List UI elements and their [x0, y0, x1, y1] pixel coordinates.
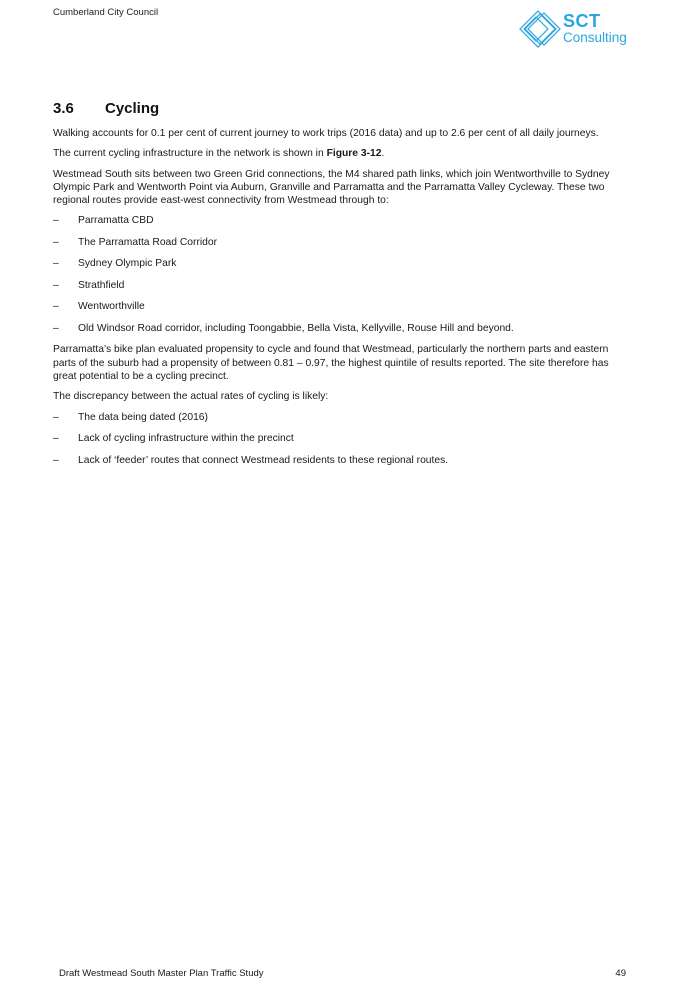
destination-list: [53, 214, 631, 335]
logo-text-consulting: Consulting: [563, 30, 627, 45]
list-item: [53, 236, 631, 249]
walking-paragraph: Walking accounts for 0.1 per cent of current journey to work trips (2016 data) and up to 2.6 per cent of all daily journeys.: [53, 128, 599, 139]
list-item: [53, 432, 631, 445]
main-content: [53, 100, 631, 475]
footer-document-title: Draft Westmead South Master Plan Traffic Study: [59, 968, 264, 979]
section-heading: [53, 100, 631, 117]
list-item: [53, 322, 631, 335]
dash-bullet: –: [53, 258, 59, 270]
sct-consulting-logo: [518, 9, 638, 53]
infrastructure-text: The current cycling infrastructure in the network is shown in: [53, 148, 327, 160]
list-item: [53, 257, 631, 270]
infrastructure-paragraph: [53, 147, 631, 160]
list-item-text: Lack of ‘feeder’ routes that connect Westmead residents to these regional routes.: [78, 454, 449, 466]
list-item-text: Strathfield: [78, 279, 125, 291]
organisation-name: Cumberland City Council: [53, 7, 159, 18]
green-grid-paragraph: Westmead South sits between two Green Grid connections, the M4 shared path links, which join Wentworthville to Sydney Olympic Park and Wentworth Point via Auburn, Granville and Parramatta and the Parramatta Valley Cycleway. These two regional routes provide east-west connectivity from Westmead through to:: [53, 168, 610, 207]
list-item: [53, 214, 631, 227]
list-item-text: Wentworthville: [78, 301, 145, 313]
infrastructure-text-end: .: [381, 148, 385, 160]
dash-bullet: –: [53, 454, 59, 466]
list-item-text: The data being dated (2016): [78, 411, 208, 423]
list-item-text: Lack of cycling infrastructure within the precinct: [78, 433, 294, 445]
reasons-list: [53, 411, 631, 467]
bike-plan-paragraph: Parramatta’s bike plan evaluated propensity to cycle and found that Westmead, particularly the northern parts and eastern parts of the suburb had a propensity of between 0.81 – 0.97, the highest quintile of results reported. The site therefore has great potential to be a cycling precinct.: [53, 344, 609, 382]
section-number: 3.6: [53, 100, 74, 117]
list-item: [53, 300, 631, 313]
logo-text-sct: SCT: [563, 11, 601, 31]
diamond-logo-icon: [518, 9, 564, 51]
dash-bullet: –: [53, 279, 59, 291]
dash-bullet: –: [53, 236, 59, 248]
dash-bullet: –: [53, 215, 59, 227]
dash-bullet: –: [53, 411, 59, 423]
dash-bullet: –: [53, 322, 59, 334]
page-number: 49: [615, 968, 626, 979]
list-item: [53, 454, 631, 467]
list-item-text: Old Windsor Road corridor, including Toongabbie, Bella Vista, Kellyville, Rouse Hill and beyond.: [78, 322, 514, 334]
section-title: Cycling: [105, 100, 160, 117]
list-item-text: The Parramatta Road Corridor: [78, 236, 218, 248]
list-item-text: Sydney Olympic Park: [78, 258, 177, 270]
list-item-text: Parramatta CBD: [78, 215, 154, 227]
list-item: [53, 279, 631, 292]
dash-bullet: –: [53, 433, 59, 445]
list-item: [53, 411, 631, 424]
figure-reference: Figure 3-12: [326, 148, 382, 160]
discrepancy-paragraph: The discrepancy between the actual rates of cycling is likely:: [53, 391, 329, 403]
dash-bullet: –: [53, 301, 59, 313]
